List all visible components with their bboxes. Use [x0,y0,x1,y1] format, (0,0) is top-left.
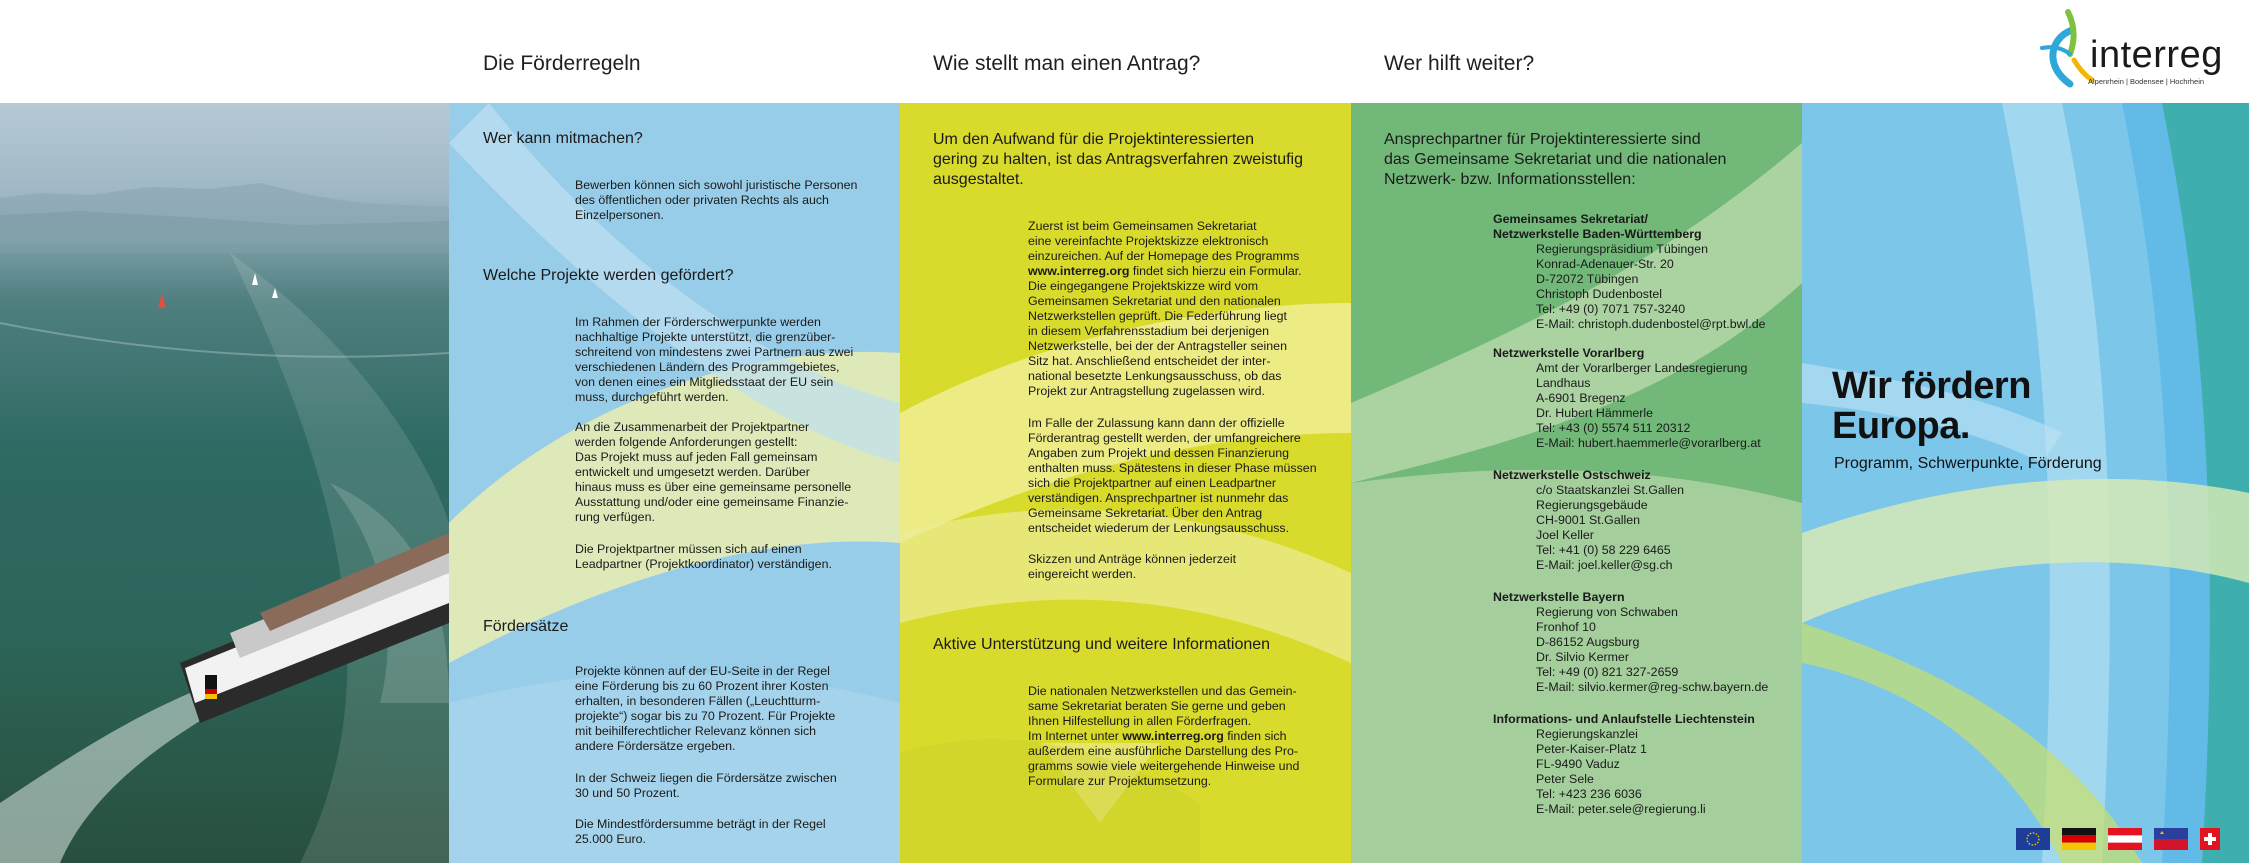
interreg-link[interactable]: www.interreg.org [1028,264,1130,278]
contact-block [1493,346,1761,451]
question-wer-kann-mitmachen: Wer kann mitmachen? [483,130,643,147]
answer-zusammenarbeit: An die Zusammenarbeit der Projektpartner werden folgende Anforderungen gestellt: Das Projekt muss auf jeden Fall gemeinsam entwickelt und umgesetzt werden. Darüber hinaus muss es über eine gemeinsame personelle Ausstattung und/oder eine gemeinsame Finanzie- rung verfügen. [575,420,852,524]
question-foerdersaetze: Fördersätze [483,618,569,635]
answer-mindestfoerdersumme: Die Mindestfördersumme beträgt in der Regel 25.000 Euro. [575,817,826,846]
answer-wer-kann-mitmachen: Bewerben können sich sowohl juristische Personen des öffentlichen oder privaten Rechts als auch Einzelpersonen. [575,178,858,222]
contact-org: Gemeinsames Sekretariat/ Netzwerkstelle Baden-Württemberg [1493,212,1702,241]
contact-address: c/o Staatskanzlei St.Gallen Regierungsgebäude CH-9001 St.Gallen Joel Keller Tel: +41 (0) 58 229 6465 E-Mail: joel.keller@sg.ch [1536,483,1685,572]
answer-welche-projekte: Im Rahmen der Förderschwerpunkte werden nachhaltige Projekte unterstützt, die grenzüber- schreitend von mindestens zwei Partnern aus zwei verschiedenen Ländern des Programmgebietes, von denen eines ein Mitgliedsstaat der EU sein muss, durchgeführt werden. [575,315,854,404]
contact-block [1493,712,1755,817]
antrag-unterstuetzung: Die nationalen Netzwerkstellen und das Gemein- same Sekretariat beraten Sie gerne und geben Ihnen Hilfestellung in allen Förderfragen. Im Internet unter www.interreg.org finden sich außerdem eine ausführliche Darstellung des Pro- gramms sowie viele weitergehende Hinweise und Formulare zur Projektumsetzung. [1028,684,1300,788]
cover-headline: Wir fördern Europa. [1832,365,2031,447]
antrag-step2: Im Falle der Zulassung kann dann der offizielle Förderantrag gestellt werden, der umfangreichere Angaben zum Projekt und dessen Finanzierung enthalten muss. Spätestens in dieser Phase müssen sich die Projektpartner auf einen Leadpartner verständigen. Ansprechpartner ist nunmehr das Gemeinsame Sekretariat. Über den Antrag entscheidet wiederum der Lenkungsausschuss. [1028,416,1317,535]
cover-subline: Programm, Schwerpunkte, Förderung [1834,455,2102,472]
contact-address: Amt der Vorarlberger Landesregierung Landhaus A-6901 Bregenz Dr. Hubert Hämmerle Tel: +43 (0) 5574 511 20312 E-Mail: hubert.haemmerle@vorarlberg.at [1536,361,1761,450]
kontakt-intro: Ansprechpartner für Projektinteressierte sind das Gemeinsame Sekretariat und die nationalen Netzwerk- bzw. Informationsstellen: [1384,131,1727,188]
contact-address: Regierung von Schwaben Fronhof 10 D-86152 Augsburg Dr. Silvio Kermer Tel: +49 (0) 821 327-2659 E-Mail: silvio.kermer@reg-schw.bayern.de [1536,605,1769,694]
answer-leadpartner: Die Projektpartner müssen sich auf einen Leadpartner (Projektkoordinator) verständigen. [575,542,832,571]
contact-block [1493,212,1766,332]
logo-tagline: Alpenrhein | Bodensee | Hochrhein [2088,77,2205,86]
austria-flag-icon [2108,828,2142,850]
contact-org: Netzwerkstelle Ostschweiz [1493,468,1651,482]
contact-org: Netzwerkstelle Bayern [1493,590,1625,604]
germany-flag-icon [2062,828,2096,850]
logo-wordmark: interreg [2090,34,2223,76]
contact-address: Regierungskanzlei Peter-Kaiser-Platz 1 FL-9490 Vaduz Peter Sele Tel: +423 236 6036 E-Mail: peter.sele@regierung.li [1536,727,1706,816]
answer-foerdersaetze-eu: Projekte können auf der EU-Seite in der Regel eine Förderung bis zu 60 Prozent ihrer Kosten erhalten, in besonderen Fällen („Leuchtturm- projekte“) sogar bis zu 70 Prozent. Für Projekte mit beihilferechtlicher Relevanz können sich andere Fördersätze ergeben. [575,664,836,753]
antrag-step1: Zuerst ist beim Gemeinsamen Sekretariat eine vereinfachte Projektskizze elektronisch einzureichen. Auf der Homepage des Programms www.interreg.org findet sich hierzu ein Formular. Die eingegangene Projektskizze wird vom Gemeinsamen Sekretariat und den nationalen Netzwerkstellen geprüft. Die Federführung liegt in diesem Verfahrensstadium bei derjenigen Netzwerkstelle, bei der der Antragsteller seinen Sitz hat. Anschließend entscheidet der inter- national besetzte Lenkungsausschuss, ob das Projekt zur Antragstellung zugelassen wird. [1028,219,1302,398]
contact-block [1493,590,1768,695]
antrag-hinweis: Skizzen und Anträge können jederzeit eingereicht werden. [1028,552,1237,581]
section-title-foerderregeln: Die Förderregeln [483,52,641,75]
contact-org: Informations- und Anlaufstelle Liechtenstein [1493,712,1755,726]
contact-address: Regierungspräsidium Tübingen Konrad-Adenauer-Str. 20 D-72072 Tübingen Christoph Dudenbostel Tel: +49 (0) 7071 757-3240 E-Mail: christoph.dudenbostel@rpt.bwl.de [1536,242,1766,331]
lake-ship-photo [0,103,449,863]
section-title-antrag: Wie stellt man einen Antrag? [933,52,1201,75]
antrag-intro: Um den Aufwand für die Projektinteressierten gering zu halten, ist das Antragsverfahren zweistufig ausgestaltet. [933,131,1303,188]
contact-block [1493,468,1684,573]
eu-flag-icon [2016,828,2050,850]
liechtenstein-flag-icon [2154,828,2188,850]
contact-org: Netzwerkstelle Vorarlberg [1493,346,1645,360]
section-title-wer-hilft: Wer hilft weiter? [1384,52,1535,75]
question-aktive-unterstuetzung: Aktive Unterstützung und weitere Informationen [933,636,1271,653]
answer-foerdersaetze-schweiz: In der Schweiz liegen die Fördersätze zwischen 30 und 50 Prozent. [575,771,837,800]
switzerland-flag-icon [2200,828,2220,850]
interreg-link-2[interactable]: www.interreg.org [1122,729,1224,743]
question-welche-projekte: Welche Projekte werden gefördert? [483,267,734,284]
panel-cover [1802,103,2249,863]
